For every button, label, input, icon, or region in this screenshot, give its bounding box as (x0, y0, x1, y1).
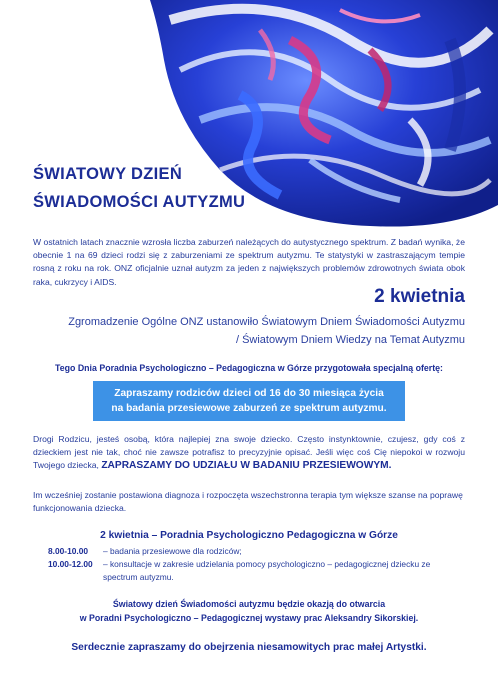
parent-paragraph (33, 433, 465, 473)
onz-statement (25, 313, 465, 349)
schedule-title: 2 kwietnia – Poradnia Psychologiczno Pedagogiczna w Górze (100, 530, 398, 541)
onz-line-1: Zgromadzenie Ogólne ONZ ustanowiło Światowym Dniem Świadomości Autyzmu (68, 316, 465, 328)
exhibition-line-2: w Poradni Psychologiczno – Pedagogicznej wystawy prac Aleksandry Sikorskiej. (79, 612, 419, 623)
exhibition-announcement (33, 598, 465, 625)
event-date-heading: 2 kwietnia (374, 286, 465, 307)
schedule-item (48, 545, 448, 558)
closing-invitation: Serdecznie zapraszamy do obejrzenia niesamowitych prac małej Artystki. (71, 642, 427, 653)
invitation-box (93, 381, 405, 421)
schedule-time: 8.00-10.00 (48, 546, 89, 556)
onz-line-2: / Światowym Dniem Wiedzy na Temat Autyzmu (235, 334, 465, 346)
schedule-item (48, 558, 448, 584)
intro-paragraph: W ostatnich latach znacznie wzrosła liczba zaburzeń należących do autystycznego spektrum. Z badań wynika, że obecnie 1 na 69 dzieci rodzi się z zaburzeniami ze spektrum autyzmu. Te statystyki w zastraszającym tempie rosną z roku na rok. ONZ oficjalnie uznał autyzm za jeden z największych problemów zdrowotnych świata obok raka, cukrzycy i AIDS. (33, 237, 465, 287)
exhibition-line-1: Światowy dzień Świadomości autyzmu będzie okazją do otwarcia (112, 599, 386, 609)
title-line-1: ŚWIATOWY DZIEŃ (33, 165, 183, 183)
offer-heading: Tego Dnia Poradnia Psychologiczno – Pedagogiczna w Górze przygotowała specjalną ofertę: (55, 363, 443, 373)
schedule-description: – badania przesiewowe dla rodziców; (103, 546, 242, 556)
schedule-list (48, 545, 448, 584)
parent-text: Drogi Rodzicu, jesteś osobą, która najlepiej zna swoje dziecko. Często instynktownie, czujesz, gdy coś z dzieckiem jest nie tak, choć nie zawsze potrafisz to precyzyjnie opisać. Jeśli więc coś Cię niepokoi w rozwoju Twojego dziecka, (33, 434, 465, 471)
page-title (33, 160, 245, 216)
invitation-line-1: Zapraszamy rodziców dzieci od 16 do 30 miesiąca życia (114, 388, 384, 399)
invitation-line-2: na badania przesiewowe zaburzeń ze spektrum autyzmu. (111, 403, 387, 414)
parent-call-to-action: ZAPRASZAMY DO UDZIAŁU W BADANIU PRZESIEWOWYM. (101, 460, 392, 472)
title-line-2: ŚWIADOMOŚCI AUTYZMU (33, 193, 246, 211)
schedule-description: – konsultacje w zakresie udzielania pomocy psychologiczno – pedagogicznej dziecku ze spectrum autyzmu. (103, 559, 431, 582)
schedule-time: 10.00-12.00 (48, 559, 93, 569)
diagnosis-paragraph: Im wcześniej zostanie postawiona diagnoza i rozpoczęta wszechstronna terapia tym większe szanse na poprawę funkcjonowania dziecka. (33, 490, 463, 514)
